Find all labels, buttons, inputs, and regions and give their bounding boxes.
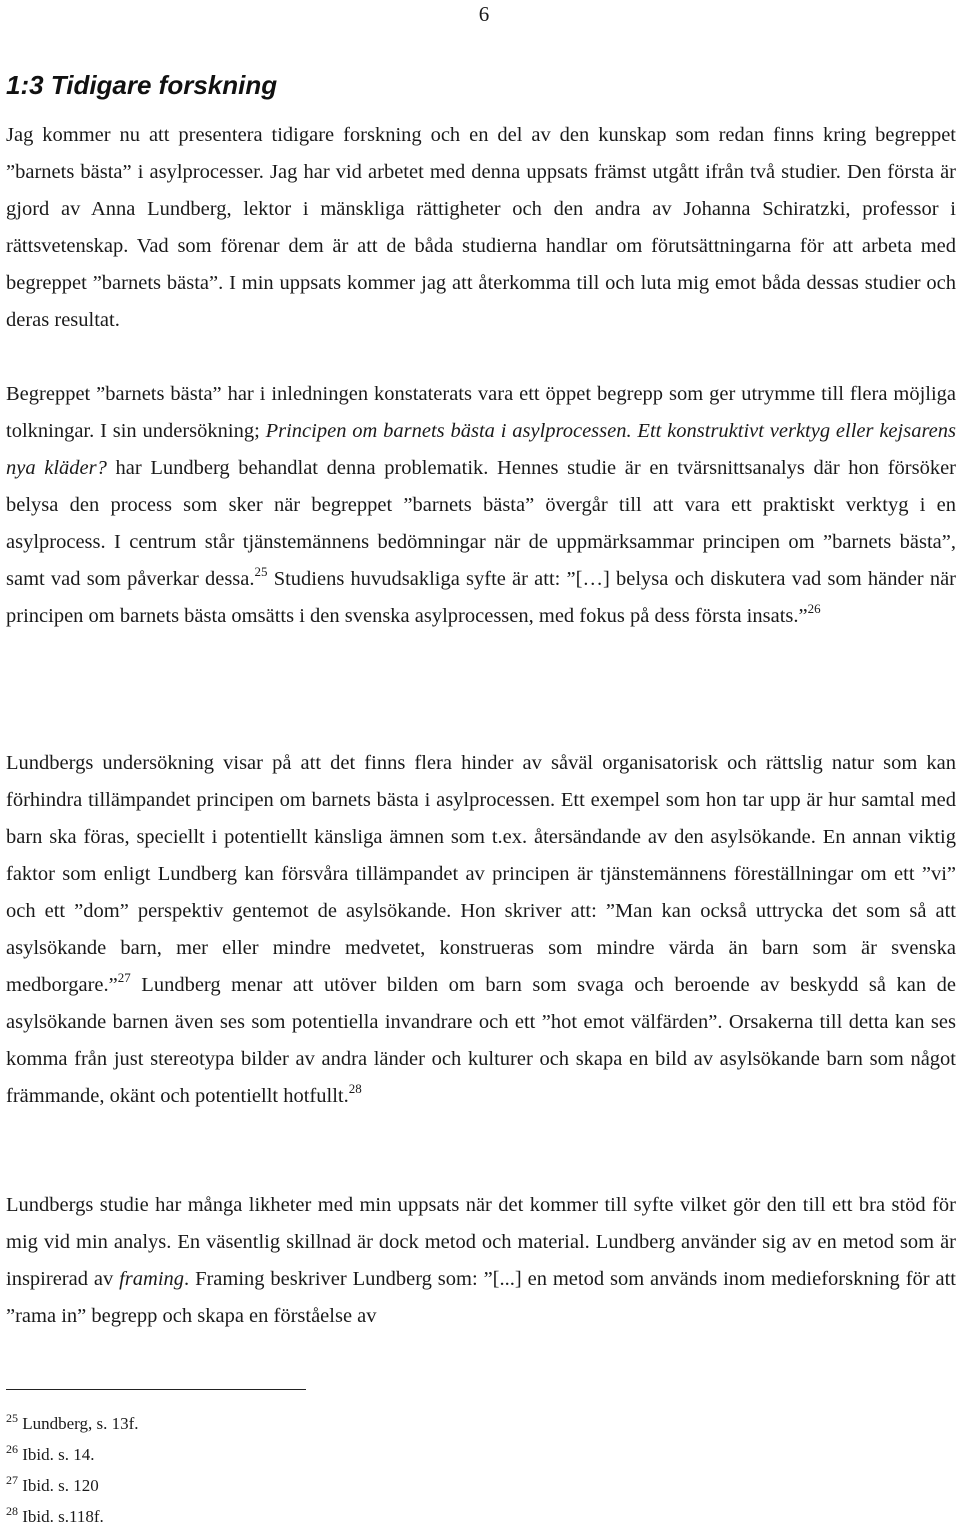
footnote-ref-28: 28	[348, 1081, 362, 1096]
footnote-separator	[6, 1389, 306, 1390]
paragraph-3	[6, 745, 956, 1115]
paragraph-2-text-a: Begreppet ”barnets bästa” har i inledningen konstaterats vara ett öppet begrepp som ger utrymme till flera möjliga tolkningar. I sin undersökning;	[6, 383, 956, 442]
paragraph-2-text-b: har Lundberg behandlat denna problematik. Hennes studie är en tvärsnittsanalys där hon försöker belysa den process som sker när begreppet ”barnets bästa” övergår till att vara ett praktiskt verktyg i en asylprocess. I centrum står tjänstemännens bedömningar när de uppmärksammar principen om ”barnets bästa”, samt vad som påverkar dessa.	[6, 457, 956, 590]
footnote-item	[6, 1408, 139, 1439]
footnote-number: 28	[6, 1504, 18, 1518]
footnote-text: Ibid. s. 120	[18, 1476, 99, 1495]
paragraph-4	[6, 1187, 956, 1335]
paragraph-4-text-a: Lundbergs studie har många likheter med min uppsats när det kommer till syfte vilket gör den till ett bra stöd för mig vid min analys. En väsentlig skillnad är dock metod och material. Lundberg använder sig av en metod som är inspirerad av	[6, 1194, 956, 1290]
footnote-item	[6, 1439, 139, 1470]
study-title-italic: Principen om barnets bästa i asylprocessen. Ett konstruktivt verktyg eller kejsarens nya kläder?	[6, 420, 956, 479]
footnote-text: Lundberg, s. 13f.	[18, 1414, 139, 1433]
page-number: 6	[478, 2, 490, 26]
footnote-ref-27: 27	[117, 970, 131, 985]
paragraph-4-text-b: . Framing beskriver Lundberg som: ”[...] en metod som används inom medieforskning för att ”rama in” begrepp och skapa en förståelse av	[6, 1268, 956, 1327]
paragraph-1	[6, 117, 956, 339]
section-heading: 1:3 Tidigare forskning	[6, 70, 278, 100]
paragraph-3-text-b: Lundberg menar att utöver bilden om barn som svaga och beroende av beskydd så kan de asylsökande barnen även ses som potentiella invandrare och ett ”hot emot välfärden”. Orsakerna till detta kan ses komma från just stereotypa bilder av andra länder och kulturer och skapa en bild av asylsökande barn som något främmande, okänt och potentiellt hotfullt.	[6, 974, 956, 1107]
framing-italic: framing	[119, 1268, 185, 1290]
footnote-number: 26	[6, 1442, 18, 1456]
footnote-item	[6, 1501, 139, 1532]
paragraph-2-text-c: Studiens huvudsakliga syfte är att: ”[…] belysa och diskutera vad som händer när principen om barnets bästa omsätts i den svenska asylprocessen, med fokus på dess första insats.”	[6, 568, 957, 627]
paragraph-2	[6, 376, 956, 635]
paragraph-3-text-a: Lundbergs undersökning visar på att det finns flera hinder av såväl organisatorisk och rättslig natur som kan förhindra tillämpandet principen om barnets bästa i asylprocessen. Ett exempel som hon tar upp är hur samtal med barn ska föras, speciellt i potentiellt känsliga ämnen som t.ex. återsändande av den asylsökande. En annan viktig faktor som enligt Lundberg kan försvåra tillämpandet av principen är tjänstemännens föreställningar om ett ”vi” och ett ”dom” perspektiv gentemot de asylsökande. Hon skriver att: ”Man kan också uttrycka det som så att asylsökande barn, mer eller mindre medvetet, konstrueras som mindre värda än barn som är svenska medborgare.”	[6, 752, 956, 996]
footnotes-list	[6, 1408, 139, 1532]
footnote-number: 27	[6, 1473, 18, 1487]
footnote-item	[6, 1470, 139, 1501]
footnote-ref-25: 25	[254, 564, 268, 579]
footnote-number: 25	[6, 1411, 18, 1425]
footnote-ref-26: 26	[807, 601, 821, 616]
paragraph-1-text: Jag kommer nu att presentera tidigare forskning och en del av den kunskap som redan finns kring begreppet ”barnets bästa” i asylprocesser. Jag har vid arbetet med denna uppsats främst utgått ifrån två studier. Den första är gjord av Anna Lundberg, lektor i mänskliga rättigheter och den andra av Johanna Schiratzki, professor i rättsvetenskap. Vad som förenar dem är att de båda studierna handlar om förutsättningarna för att arbeta med begreppet ”barnets bästa”. I min uppsats kommer jag att återkomma till och luta mig emot båda dessas studier och deras resultat.	[6, 124, 956, 331]
footnote-text: Ibid. s. 14.	[18, 1445, 95, 1464]
footnote-text: Ibid. s.118f.	[18, 1507, 104, 1526]
